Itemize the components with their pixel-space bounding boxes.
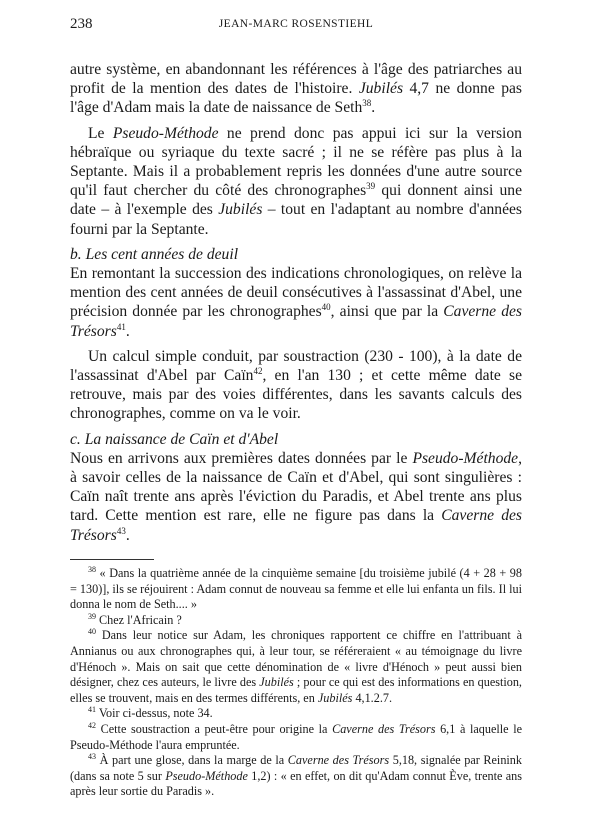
footnote-ref[interactable]: 43 [116, 525, 126, 536]
main-text [70, 60, 522, 545]
section-heading: b. Les cent années de deuil [70, 245, 239, 263]
paragraph: autre système, en abandonnant les références à l'âge des patriarches au profit de la mention des dates de l'histoire. Jubilés 4,7 ne donne pas l'âge d'Adam mais la date de naissance de Seth$^{38}$. [70, 61, 522, 117]
footnotes [70, 566, 522, 800]
footnote-ref[interactable]: 40 [321, 302, 331, 313]
running-title: JEAN-MARC ROSENSTIEHL [218, 18, 374, 30]
page-header [70, 16, 522, 38]
footnote: $^{41}$ Voir ci-dessus, note 34. [88, 705, 213, 721]
footnote-ref[interactable]: 42 [253, 365, 263, 376]
footnote: $^{42}$ Cette soustraction a peut-être pour origine la Caverne des Trésors 6,1 à laquelle le Pseudo-Méthode l'aura empruntée. [70, 720, 522, 752]
paragraph: Un calcul simple conduit, par soustraction (230 - 100), à la date de l'assassinat d'Abel par Caïn$^{42}$, en l'an 130 ; et cette même date se retrouve, mais par des voies différentes, dans les savants calculs des chronographes, comme on va le voir. [70, 347, 523, 423]
footnote: $^{38}$ « Dans la quatrième année de la cinquième semaine [du troisième jubilé (4 + 28 + 98 = 130)], ils se réjouirent : Adam connut de nouveau sa femme et elle lui enfanta un fils. Il lui donna le nom de Seth.... » [70, 564, 522, 612]
paragraph: Le Pseudo-Méthode ne prend donc pas appui ici sur la version hébraïque ou syriaque du texte sacré ; il ne se réfère pas plus à la Septante. Mais il a probablement repris les données d'une autre source qu'il faut chercher du côté des chronographes$^{39}$ qui donnent ainsi une date – à l'exemple des Jubilés – tout en l'adaptant au nombre d'années fourni par la Septante. [70, 124, 522, 238]
footnote-ref[interactable]: 38 [362, 98, 372, 109]
footnote-ref[interactable]: 41 [116, 321, 126, 332]
paragraph: En remontant la succession des indications chronologiques, on relève la mention des cent années de deuil consécutives à l'assassinat d'Abel, une précision donnée par les chronographes$^{40}$, ainsi que par la Caverne des Trésors$^{41}$. [70, 265, 522, 340]
footnote: $^{40}$ Dans leur notice sur Adam, les chroniques rapportent ce chiffre en l'attribuant à Annianus ou aux chronographes qui, à leur tour, se référeraient « au témoignage du livre d'Hénoch ». Mais on sait que cette dénomination de « livre d'Hénoch » peut aussi bien désigner, chez ces auteurs, le livre des Jubilés ; pour ce qui est des informations en question, elles se trouvent, mais en des termes différents, en Jubilés 4,1.2.7. [70, 627, 522, 705]
section-heading: c. La naissance de Caïn et d'Abel [70, 430, 279, 448]
page-number: 238 [70, 16, 93, 32]
footnote: $^{43}$ À part une glose, dans la marge de la Caverne des Trésors 5,18, signalée par Reinink (dans sa note 5 sur Pseudo-Méthode 1,2) : « en effet, on dit qu'Adam connut Ève, trente ans après leur sortie du Paradis ». [70, 752, 522, 799]
footnote: $^{39}$ Chez l'Africain ? [88, 611, 182, 627]
paragraph: Nous en arrivons aux premières dates données par le Pseudo-Méthode, à savoir celles de la naissance de Caïn et d'Abel, qui sont singulières : Caïn naît trente ans après l'éviction du Paradis, et Abel trente ans plus tard. Cette mention est rare, elle ne figure pas dans la Caverne des Trésors$^{43}$. [70, 449, 522, 544]
footnote-divider [70, 559, 154, 560]
footnote-ref[interactable]: 39 [366, 181, 376, 192]
